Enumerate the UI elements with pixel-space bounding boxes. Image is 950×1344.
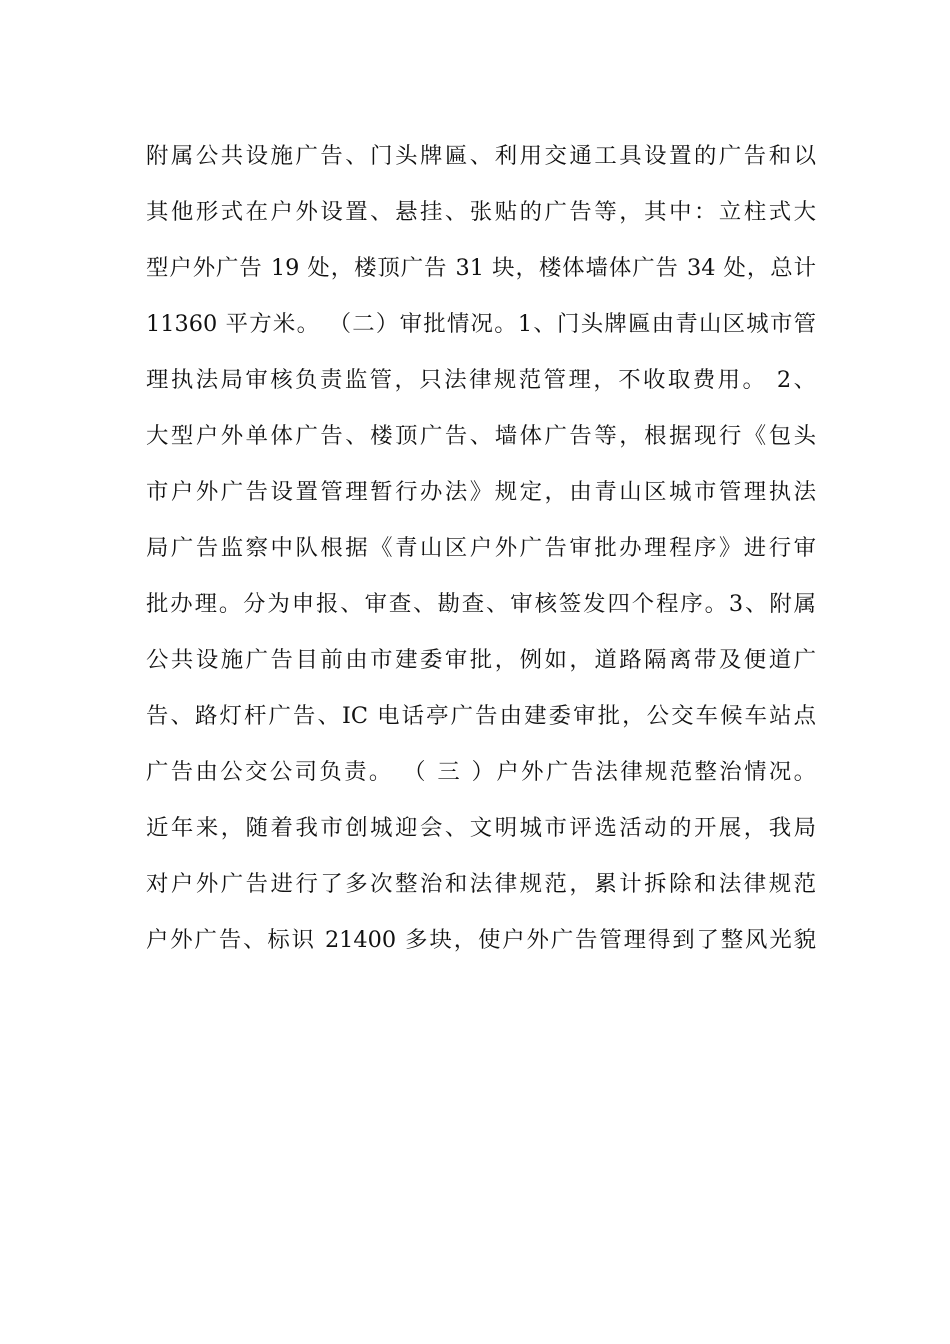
text-line: 批办理。分为申报、审查、勘查、审核签发四个程序。3、附属 (146, 591, 816, 617)
text-line: 局广告监察中队根据《青山区户外广告审批办理程序》进行审 (146, 535, 816, 561)
text-line: 告、路灯杆广告、IC 电话亭广告由建委审批，公交车候车站点 (146, 703, 816, 729)
text-line: 对户外广告进行了多次整治和法律规范，累计拆除和法律规范 (146, 871, 816, 897)
text-line: 附属公共设施广告、门头牌匾、利用交通工具设置的广告和以 (146, 143, 816, 169)
text-line: 户外广告、标识 21400 多块，使户外广告管理得到了整风光貌 (146, 927, 816, 953)
text-line: 近年来，随着我市创城迎会、文明城市评选活动的开展，我局 (146, 815, 816, 841)
text-line: 型户外广告 19 处，楼顶广告 31 块，楼体墙体广告 34 处，总计 (146, 255, 816, 281)
text-line: 广告由公交公司负责。 （ 三 ）户外广告法律规范整治情况。 (146, 759, 816, 785)
text-line: 公共设施广告目前由市建委审批，例如，道路隔离带及便道广 (146, 647, 816, 673)
text-line: 理执法局审核负责监管，只法律规范管理，不收取费用。 2、 (146, 367, 816, 393)
text-line: 大型户外单体广告、楼顶广告、墙体广告等，根据现行《包头 (146, 423, 816, 449)
text-line: 市户外广告设置管理暂行办法》规定，由青山区城市管理执法 (146, 479, 816, 505)
text-line: 其他形式在户外设置、悬挂、张贴的广告等，其中：立柱式大 (146, 199, 816, 225)
text-line: 11360 平方米。 （二）审批情况。1、门头牌匾由青山区城市管 (146, 311, 816, 337)
body-text (146, 128, 816, 968)
